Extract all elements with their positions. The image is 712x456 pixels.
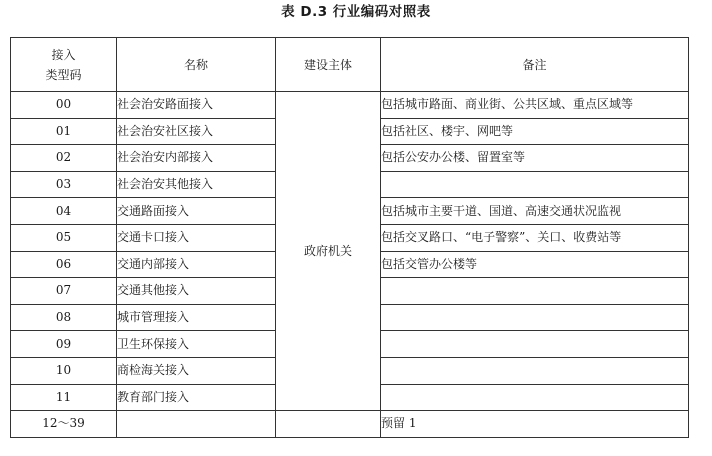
cell-note: 包括交管办公楼等 (381, 251, 689, 278)
cell-code: 11 (11, 384, 117, 411)
cell-name: 商检海关接入 (117, 357, 276, 384)
cell-subject (276, 411, 381, 438)
cell-note (381, 384, 689, 411)
header-name: 名称 (117, 38, 276, 92)
cell-note: 包括社区、楼宇、网吧等 (381, 118, 689, 145)
cell-name: 社会治安内部接入 (117, 145, 276, 172)
cell-code: 01 (11, 118, 117, 145)
cell-subject-merged: 政府机关 (276, 92, 381, 411)
cell-name: 交通其他接入 (117, 278, 276, 305)
header-code-line2: 类型码 (45, 67, 82, 82)
cell-name (117, 411, 276, 438)
header-subject: 建设主体 (276, 38, 381, 92)
cell-note (381, 278, 689, 305)
cell-code: 04 (11, 198, 117, 225)
cell-code: 02 (11, 145, 117, 172)
cell-name: 社会治安其他接入 (117, 171, 276, 198)
cell-code: 03 (11, 171, 117, 198)
cell-name: 社会治安社区接入 (117, 118, 276, 145)
cell-code: 06 (11, 251, 117, 278)
cell-code: 08 (11, 304, 117, 331)
header-note: 备注 (381, 38, 689, 92)
cell-note: 包括交叉路口、“电子警察”、关口、收费站等 (381, 224, 689, 251)
cell-name: 卫生环保接入 (117, 331, 276, 358)
cell-name: 交通内部接入 (117, 251, 276, 278)
table-row (11, 411, 689, 438)
cell-note: 包括城市主要干道、国道、高速交通状况监视 (381, 198, 689, 225)
cell-name: 交通路面接入 (117, 198, 276, 225)
cell-code: 05 (11, 224, 117, 251)
cell-code: 07 (11, 278, 117, 305)
cell-note (381, 171, 689, 198)
cell-code: 09 (11, 331, 117, 358)
header-code-line1: 接入 (51, 47, 76, 62)
cell-note: 包括公安办公楼、留置室等 (381, 145, 689, 172)
cell-note (381, 304, 689, 331)
cell-code: 12～39 (11, 411, 117, 438)
table-row (11, 92, 689, 119)
cell-note (381, 331, 689, 358)
cell-note (381, 357, 689, 384)
cell-code: 10 (11, 357, 117, 384)
header-code (11, 38, 117, 92)
cell-note: 包括城市路面、商业街、公共区域、重点区域等 (381, 92, 689, 119)
cell-name: 城市管理接入 (117, 304, 276, 331)
table-title: 表 D.3 行业编码对照表 (281, 4, 431, 20)
cell-name: 社会治安路面接入 (117, 92, 276, 119)
cell-name: 教育部门接入 (117, 384, 276, 411)
cell-note: 预留 1 (381, 411, 689, 438)
cell-name: 交通卡口接入 (117, 224, 276, 251)
cell-code: 00 (11, 92, 117, 119)
table-body (11, 92, 689, 438)
table-header-row (11, 38, 689, 92)
industry-code-table (10, 37, 689, 438)
